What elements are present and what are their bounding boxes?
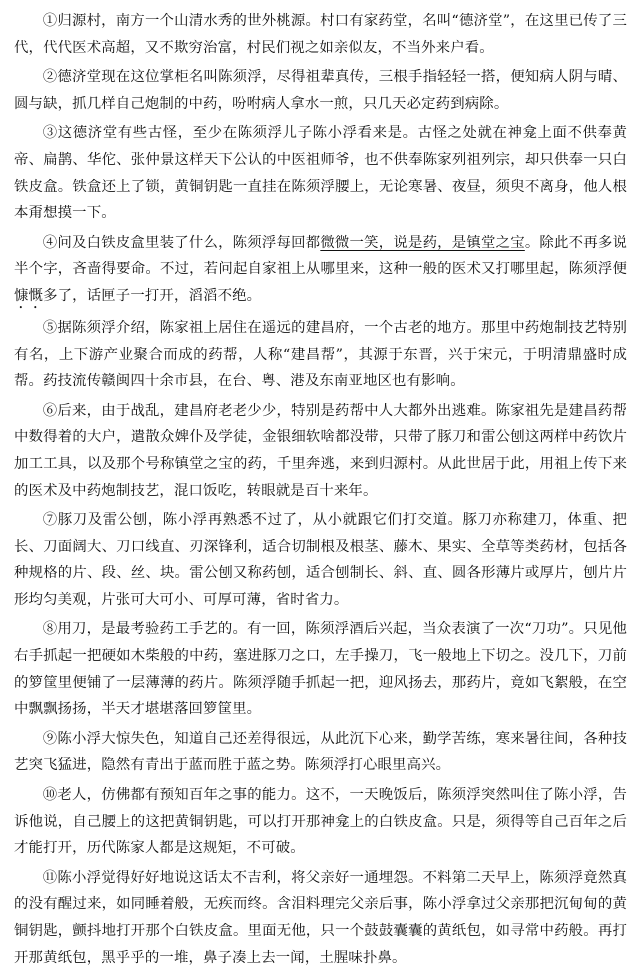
paragraph-text: 用刀，是最考验药工手艺的。有一回，陈须浮酒后兴起，当众表演了一次“刀功”。只见他右手抓起一把硬如木柴般的中药，塞进豚刀之口，左手操刀，飞一般地上下切之。没几下，刀前的箩筐里便铺了一层薄薄的药片。陈须浮随手抓起一把，迎风扬去，那药片，竟如飞絮般，在空中飘飘扬扬，半天才堪堪落回箩筐里。 — [14, 621, 627, 718]
underlined-phrase: 微微一笑，说是药，是镇堂之宝 — [320, 234, 525, 251]
paragraph-number: ⑧ — [42, 621, 58, 638]
paragraph-number: ⑤ — [42, 319, 58, 336]
paragraph-text-mid: 。除此不再多说半个字，吝啬得要命。不过，若问起自家祖上从哪里来，这种一般的医术又打哪里起，陈须浮便 — [14, 234, 627, 278]
paragraph-8 — [14, 616, 627, 722]
paragraph-text: 归源村，南方一个山清水秀的世外桃源。村口有家药堂，名叫“德济堂”，在这里已传了三代，代代医术高超，又不欺穷治富，村民们视之如亲似友，不当外来户看。 — [14, 13, 627, 56]
paragraph-text-post: 多了，话匣子一打开，滔滔不绝。 — [43, 287, 262, 304]
paragraph-7 — [14, 507, 627, 613]
paragraph-number: ① — [42, 13, 58, 29]
paragraph-number: ③ — [42, 125, 58, 142]
paragraph-text: 陈小浮觉得好好地说这话太不吉利，将父亲好一通埋怨。不料第二天早上，陈须浮竟然真的没有醒过来，如同睡着般，无疾而终。含泪料理完父亲后事，陈小浮拿过父亲那把沉甸甸的黄铜钥匙，颤抖地打开那个白铁皮盒。里面无他，只一个鼓鼓囊囊的黄纸包，如寻常中药般。再打开那黄纸包，黑乎乎的一堆，鼻子凑上去一闻，土腥味扑鼻。 — [14, 869, 627, 966]
paragraph-9 — [14, 726, 627, 779]
paragraph-number: ⑨ — [42, 730, 58, 747]
paragraph-text: 豚刀及雷公刨，陈小浮再熟悉不过了，从小就跟它们打交道。豚刀亦称建刀，体重、把长、刀面阔大、刀口线直、刃深锋利，适合切制根及根茎、藤木、果实、全草等类药材，包括各种规格的片、段、丝、块。雷公刨又称药刨，适合刨制长、斜、直、圆各形薄片或厚片，刨片片形均匀美观，片张可大可小、可厚可薄，省时省力。 — [14, 512, 628, 608]
paragraph-text: 陈小浮大惊失色，知道自己还差得很远，从此沉下心来，勤学苦练，寒来暑往间，各种技艺突飞猛进，隐然有青出于蓝而胜于蓝之势。陈须浮打心眼里高兴。 — [14, 730, 627, 774]
paragraph-10 — [14, 782, 627, 862]
paragraph-5 — [14, 315, 627, 395]
paragraph-number: ② — [42, 69, 58, 86]
paragraph-2 — [14, 64, 627, 117]
paragraph-number: ⑪ — [42, 869, 58, 886]
paragraph-text-pre: 问及白铁皮盒里装了什么，陈须浮每回都 — [57, 234, 321, 251]
paragraph-text: 这德济堂有些古怪，至少在陈须浮儿子陈小浮看来是。古怪之处就在神龛上面不供奉黄帝、扁鹊、华佗、张仲景这样天下公认的中医祖师爷，也不供奉陈家列祖列宗，却只供奉一只白铁皮盒。铁盒还上了锁，黄铜钥匙一直挂在陈须浮腰上，无论寒暑、夜昼，须臾不离身，他人根本甭想摸一下。 — [14, 125, 628, 222]
paragraph-number: ④ — [42, 234, 58, 251]
paragraph-text: 德济堂现在这位掌柜名叫陈须浮，尽得祖辈真传，三根手指轻轻一搭，便知病人阴与晴、圆与缺，抓几样自己炮制的中药，吩咐病人拿水一煎，只几天必定药到病除。 — [14, 69, 627, 112]
paragraph-6 — [14, 398, 627, 504]
paragraph-number: ⑥ — [42, 402, 58, 419]
paragraph-text: 据陈须浮介绍，陈家祖上居住在遥远的建昌府，一个古老的地方。那里中药炮制技艺特别有名，上下游产业聚合而成的药帮，人称“建昌帮”，其源于东晋，兴于宋元，于明清鼎盛时成帮。药技流传赣闽四十余市县，在台、粤、港及东南亚地区也有影响。 — [14, 319, 627, 390]
paragraph-number: ⑩ — [42, 787, 58, 804]
paragraph-number: ⑦ — [42, 512, 58, 529]
paragraph-text: 后来，由于战乱，建昌府老老少少，特别是药帮中人大都外出逃难。陈家祖先是建昌药帮中数得着的大户，遣散众婢仆及学徒，金银细软啥都没带，只带了豚刀和雷公刨这两样中药饮片加工工具，以及那个号称镇堂之宝的药，千里奔逃，来到归源村。从此世居于此，用祖上传下来的医术及中药炮制技艺，混口饭吃，转眼就是百十来年。 — [14, 402, 627, 499]
paragraph-3 — [14, 120, 627, 226]
paragraph-1 — [14, 8, 627, 61]
emphasis-dotted-word: 慷慨 — [14, 287, 44, 304]
paragraph-text: 老人，仿佛都有预知百年之事的能力。这不，一天晚饭后，陈须浮突然叫住了陈小浮，告诉他说，自己腰上的这把黄铜钥匙，可以打开那神龛上的白铁皮盒。只是，须得等自己百年之后才能打开，历代陈家人都是这规矩，不可破。 — [14, 787, 627, 857]
paragraph-4 — [14, 230, 627, 312]
paragraph-11 — [14, 865, 627, 971]
